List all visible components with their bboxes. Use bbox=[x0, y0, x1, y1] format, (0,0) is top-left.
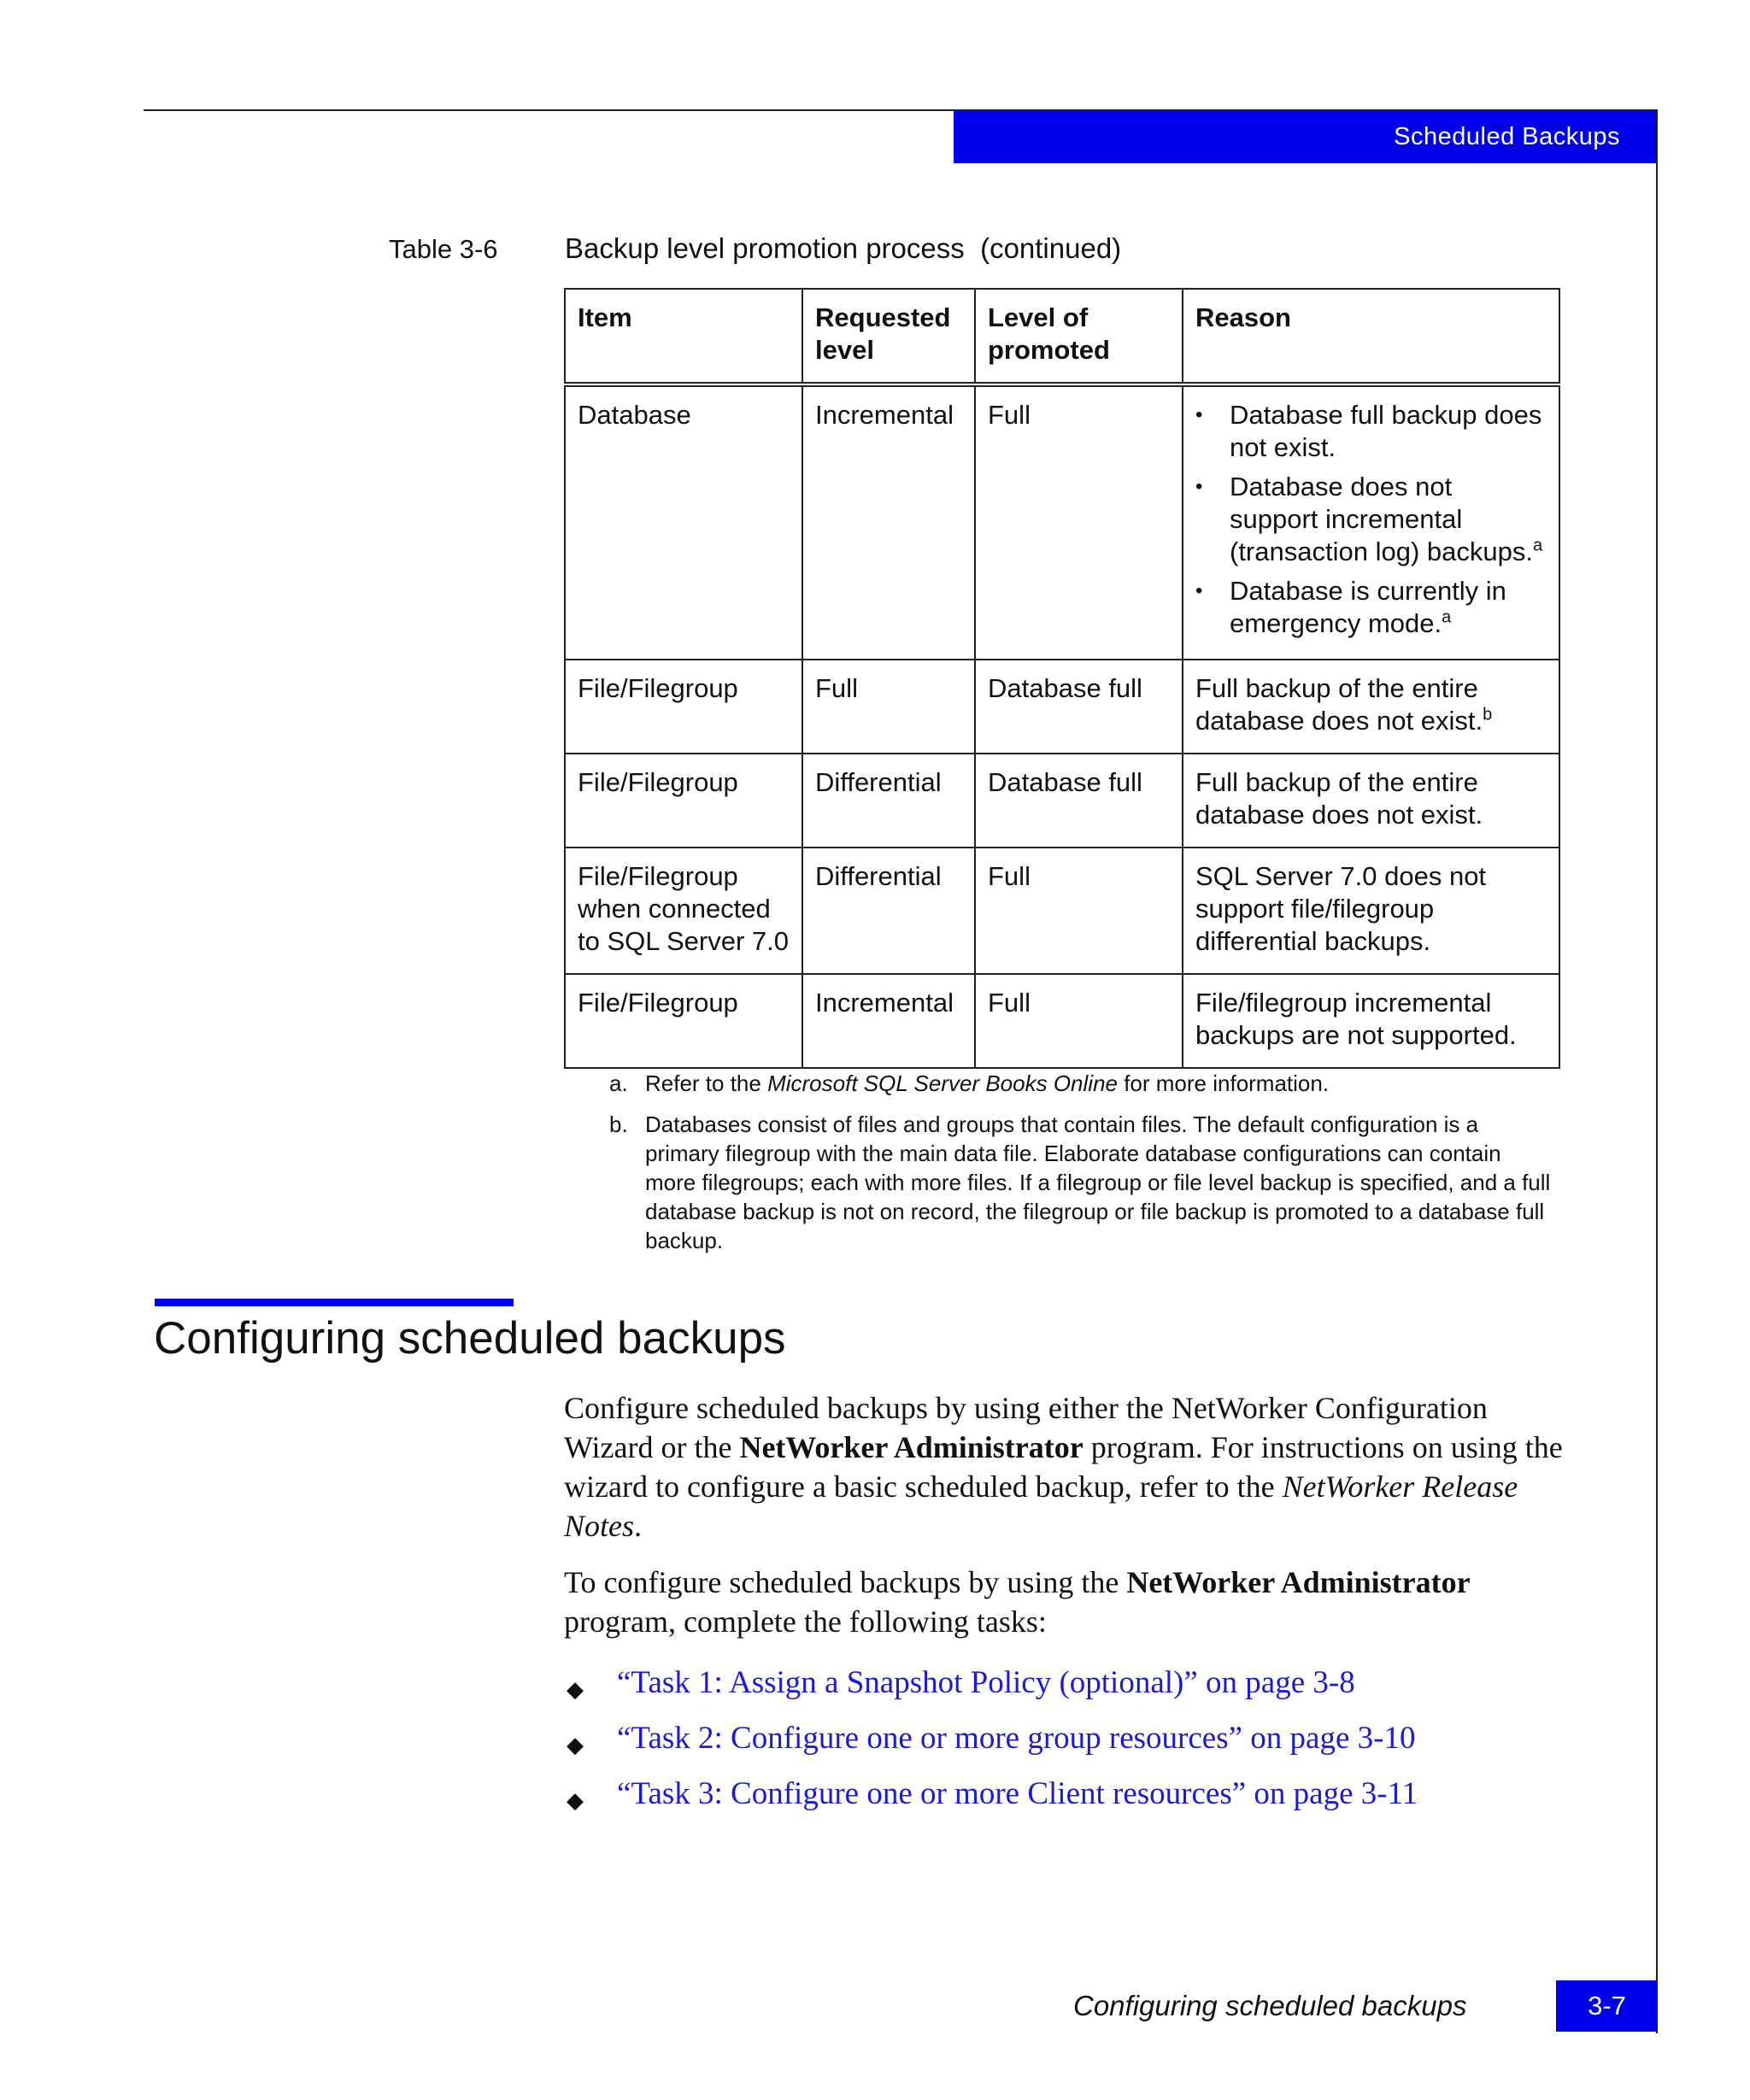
column-header-reason: Reason bbox=[1183, 289, 1559, 384]
table-caption-number: Table 3-6 bbox=[389, 234, 498, 264]
page-number-label: 3-7 bbox=[1588, 1991, 1626, 2021]
diamond-bullet-icon: ◆ bbox=[567, 1677, 584, 1702]
table-row bbox=[565, 660, 1559, 754]
cell-requested: Differential bbox=[802, 754, 975, 848]
task-3-link[interactable]: “Task 3: Configure one or more Client resources” on page 3-11 bbox=[617, 1776, 1418, 1811]
cell-reason: File/filegroup incremental backups are not supported. bbox=[1183, 974, 1559, 1068]
cell-item: File/Filegroup bbox=[565, 660, 802, 754]
footnote-mark: a. bbox=[609, 1071, 628, 1096]
task-1-link[interactable]: “Task 1: Assign a Snapshot Policy (optional)” on page 3-8 bbox=[617, 1665, 1355, 1700]
page-number bbox=[1556, 1980, 1658, 2032]
section-accent-bar bbox=[155, 1299, 514, 1306]
reason-list bbox=[1195, 399, 1547, 640]
cell-promoted: Full bbox=[975, 974, 1183, 1068]
table-row bbox=[565, 754, 1559, 848]
cell-requested: Differential bbox=[802, 848, 975, 974]
cell-reason: Full backup of the entire database does not exist.$^b$ bbox=[1183, 660, 1559, 754]
reason-item: • Database is currently in emergency mode.$^a$ bbox=[1195, 575, 1547, 640]
cell-requested: Incremental bbox=[802, 384, 975, 660]
cell-item: Database bbox=[565, 384, 802, 660]
footnote-ref: a bbox=[1442, 607, 1452, 627]
column-header-level-promoted: Level of promoted bbox=[975, 289, 1183, 384]
right-margin-rule bbox=[1656, 109, 1658, 2033]
table-header-row bbox=[565, 289, 1559, 384]
promotion-table bbox=[564, 288, 1560, 1069]
cell-requested: Incremental bbox=[802, 974, 975, 1068]
column-header-item: Item bbox=[565, 289, 802, 384]
table-row bbox=[565, 974, 1559, 1068]
reason-item: • Database does not support incremental (transaction log) backups.$^a$ bbox=[1195, 471, 1547, 568]
cell-item: File/Filegroup bbox=[565, 754, 802, 848]
reason-item: • Database full backup does not exist. bbox=[1195, 399, 1547, 464]
table-caption-title: Backup level promotion process (continued) bbox=[565, 232, 1122, 264]
list-item bbox=[564, 1719, 1589, 1774]
footnote-mark: b. bbox=[609, 1112, 628, 1137]
cell-promoted: Database full bbox=[975, 754, 1183, 848]
table-row bbox=[565, 848, 1559, 974]
section-title: Configuring scheduled backups bbox=[154, 1313, 786, 1364]
cell-item: File/Filegroup bbox=[565, 974, 802, 1068]
running-header bbox=[954, 111, 1656, 163]
cell-promoted: Database full bbox=[975, 660, 1183, 754]
footer-title: Configuring scheduled backups bbox=[1073, 1990, 1467, 2021]
diamond-bullet-icon: ◆ bbox=[567, 1788, 584, 1813]
header-section-label: Scheduled Backups bbox=[1394, 123, 1620, 150]
cell-reason: SQL Server 7.0 does not support file/filegroup differential backups. bbox=[1183, 848, 1559, 974]
footnote-ref: b bbox=[1483, 705, 1493, 724]
table-footnotes bbox=[609, 1069, 1558, 1267]
cell-promoted: Full bbox=[975, 848, 1183, 974]
list-item bbox=[564, 1774, 1589, 1830]
cell-reason: Full backup of the entire database does not exist. bbox=[1183, 754, 1559, 848]
intro-paragraph: Configure scheduled backups by using either the NetWorker Configuration Wizard or the NetWorker Administrator program. For instructions on using the wizard to configure a basic scheduled backup, refer to the NetWorker Release Notes. bbox=[564, 1391, 1563, 1543]
footnote: b. Databases consist of files and groups that contain files. The default configuration is a primary filegroup with the main data file. Elaborate database configurations can contain more filegroups; each with more files. If a filegroup or file level backup is specified, and a full database backup is not on record, the filegroup or file backup is promoted to a database full backup. bbox=[609, 1112, 1551, 1253]
column-header-requested-level: Requested level bbox=[802, 289, 975, 384]
task-intro-paragraph: To configure scheduled backups by using the NetWorker Administrator program, complete the following tasks: bbox=[564, 1565, 1471, 1639]
footnote-ref: a bbox=[1532, 536, 1543, 555]
cell-requested: Full bbox=[802, 660, 975, 754]
footnote: a. Refer to the Microsoft SQL Server Books Online for more information. bbox=[609, 1071, 1330, 1096]
cell-reason bbox=[1183, 384, 1559, 660]
task-2-link[interactable]: “Task 2: Configure one or more group resources” on page 3-10 bbox=[617, 1721, 1416, 1756]
task-list bbox=[564, 1663, 1589, 1830]
diamond-bullet-icon: ◆ bbox=[567, 1733, 584, 1757]
cell-promoted: Full bbox=[975, 384, 1183, 660]
cell-item: File/Filegroup when connected to SQL Server 7.0 bbox=[565, 848, 802, 974]
list-item bbox=[564, 1663, 1589, 1719]
table-row bbox=[565, 384, 1559, 660]
